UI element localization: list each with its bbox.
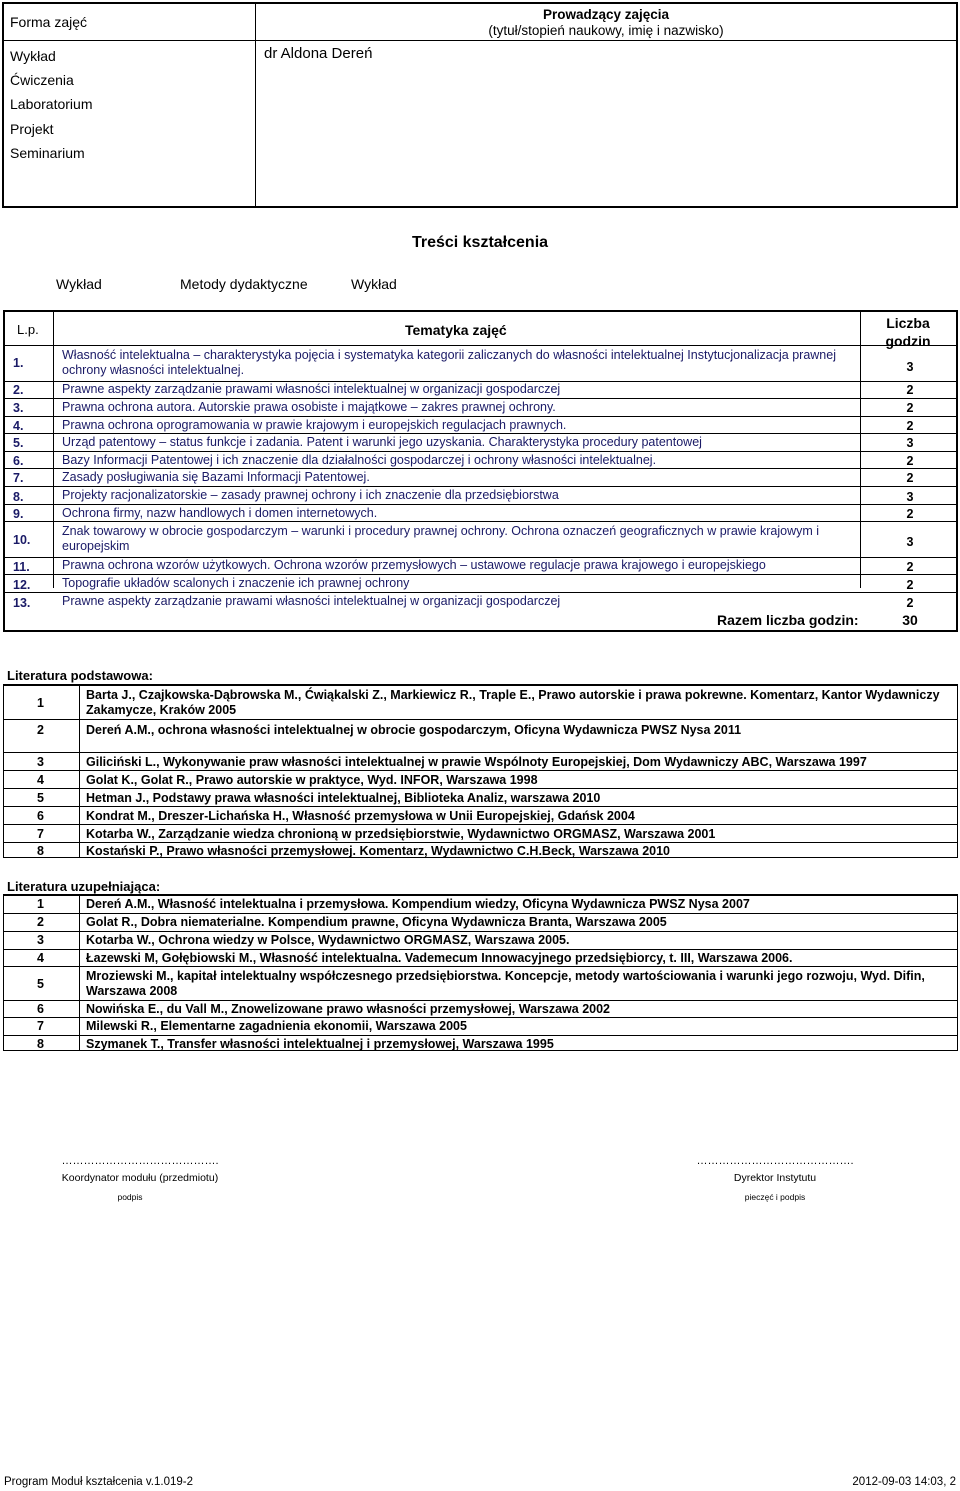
table-row (5, 593, 956, 611)
row-number: 8. (13, 490, 24, 504)
literature-text: Barta J., Czajkowska-Dąbrowska M., Ćwiąkalski Z., Markiewicz R., Traple E., Prawo autorskie i prawa pokrewne. Komentarz, Kantor Wydawniczy Zakamycze, Kraków 2005 (86, 688, 940, 717)
row-hours: 2 (906, 471, 914, 485)
literature-text: Kostański P., Prawo własności przemysłowej. Komentarz, Wydawnictwo C.H.Beck, Warszawa 2010 (86, 844, 671, 858)
row-topic: Własność intelektualna – charakterystyka pojęcia i systematyka kategorii zaliczanych do własności intelektualnej Instytucjonalizacja prawnej ochrony własności intelektualnej. (62, 348, 836, 377)
literature-text: Hetman J., Podstawy prawa własności intelektualnej, Biblioteka Analiz, warszawa 2010 (86, 791, 601, 805)
row-number: 5. (13, 436, 24, 450)
row-number: 9. (13, 507, 24, 521)
teacher-header (256, 7, 956, 39)
teacher-title: Prowadzący zajęcia (542, 7, 670, 22)
literature-row (4, 842, 957, 859)
literature-row (4, 788, 957, 806)
row-hours: 2 (906, 401, 914, 415)
row-hours: 2 (906, 560, 914, 574)
literature-number: 8 (37, 844, 44, 858)
methods-form: Wykład (56, 276, 102, 292)
row-number: 2. (13, 383, 24, 397)
coordinator-dots: ……………………………………. (61, 1155, 219, 1167)
header-row (5, 312, 956, 346)
row-hours: 2 (906, 578, 914, 592)
extra-literature-title: Literatura uzupełniająca: (7, 879, 161, 894)
row-number: 3. (13, 401, 24, 415)
table-row (5, 417, 956, 434)
section-title: Treści kształcenia (411, 234, 549, 251)
total-hours: 30 (902, 612, 918, 628)
literature-number: 2 (37, 723, 44, 737)
literature-number: 2 (37, 915, 44, 929)
teacher-subtitle: (tytuł/stopień naukowy, imię i nazwisko) (488, 23, 724, 38)
row-topic: Zasady posługiwania się Bazami Informacji Patentowej. (62, 470, 370, 484)
literature-text: Szymanek T., Transfer własności intelektualnej i przemysłowej, Warszawa 1995 (86, 1037, 554, 1051)
footer-timestamp: 2012-09-03 14:03, 2 (852, 1476, 956, 1488)
methods-value: Wykład (351, 276, 397, 292)
table-row (5, 469, 956, 487)
row-number: 11. (13, 560, 30, 574)
literature-number: 3 (37, 933, 44, 947)
literature-text: Giliciński L., Wykonywanie praw własności intelektualnej w prawie Wspólnoty Europejskiej, Dom Wydawniczy ABC, Warszawa 1997 (86, 755, 867, 769)
literature-text: Dereń A.M., Własność intelektualna i przemysłowa. Kompendium wiedzy, Oficyna Wydawnicza PWSZ Nysa 2007 (86, 897, 750, 911)
row-topic: Bazy Informacji Patentowej i ich znaczenie dla działalności gospodarczej i ochrony własności intelektualnej. (62, 453, 657, 467)
literature-text: Dereń A.M., ochrona własności intelektualnej w obrocie gospodarczym, Oficyna Wydawnicza PWSZ Nysa 2011 (86, 723, 742, 737)
table-row (5, 505, 956, 522)
literature-number: 1 (37, 696, 44, 710)
row-hours: 2 (906, 454, 914, 468)
literature-row (4, 1035, 957, 1052)
row-topic: Urząd patentowy – status funkcje i zadania. Patent i warunki jego uzyskania. Charakterystyka procedury patentowej (62, 435, 702, 449)
literature-row (4, 806, 957, 824)
row-number: 1. (13, 356, 24, 370)
literature-number: 4 (37, 773, 44, 787)
literature-row (4, 1000, 957, 1017)
literature-text: Kotarba W., Zarządzanie wiedza chronioną w przedsiębiorstwie, Wydawnictwo ORGMASZ, Warszawa 2001 (86, 827, 716, 841)
literature-text: Mroziewski M., kapitał intelektualny współczesnego przedsiębiorstwa. Koncepcje, metody wartościowania i warunki jego rozwoju, Wyd. Difin, Warszawa 2008 (86, 969, 925, 998)
row-hours: 3 (906, 490, 914, 504)
extra-literature-table (3, 894, 958, 1051)
row-number: 6. (13, 454, 24, 468)
row-hours: 3 (906, 360, 914, 374)
coordinator-role: Koordynator modułu (przedmiotu) (61, 1172, 219, 1184)
literature-text: Kotarba W., Ochrona wiedzy w Polsce, Wydawnictwo ORGMASZ, Warszawa 2005. (86, 933, 570, 947)
literature-row (4, 966, 957, 1000)
row-number: 12. (13, 578, 31, 592)
literature-text: Łazewski M, Gołębiowski M., Własność intelektualna. Vademecum Innowacyjnego przedsiębiorcy, t. III, Warszawa 2006. (86, 951, 793, 965)
literature-text: Nowińska E., du Vall M., Znowelizowane prawo własności przemysłowej, Warszawa 2002 (86, 1002, 611, 1016)
literature-row (4, 770, 957, 788)
row-number: 13. (13, 596, 31, 610)
methods-label: Metody dydaktyczne (180, 276, 308, 292)
literature-number: 5 (37, 977, 44, 991)
literature-row (4, 949, 957, 966)
table-row (5, 487, 956, 505)
literature-number: 1 (37, 897, 44, 911)
row-hours: 2 (906, 419, 914, 433)
row-topic: Prawna ochrona wzorów użytkowych. Ochrona wzorów przemysłowych – ustawowe regulacje prawa krajowego i europejskiego (62, 558, 766, 572)
table-row (5, 575, 956, 593)
col-topic-header: Tematyka zajęć (405, 322, 507, 338)
literature-number: 5 (37, 791, 44, 805)
literature-number: 8 (37, 1037, 44, 1051)
row-hours: 3 (906, 535, 914, 549)
footer-program: Program Moduł kształcenia v.1.019-2 (4, 1476, 193, 1488)
literature-number: 4 (37, 951, 44, 965)
literature-row (4, 752, 957, 770)
col-hours-line1: Liczba (886, 315, 930, 331)
director-dots: ……………………………………. (696, 1155, 854, 1167)
coordinator-note: podpis (117, 1192, 143, 1202)
literature-number: 7 (37, 1019, 44, 1033)
row-hours: 2 (906, 383, 914, 397)
literature-row (4, 931, 957, 949)
table-row (5, 382, 956, 399)
row-topic: Projekty racjonalizatorskie – zasady prawnej ochrony i ich znaczenie dla przedsiębiorstwa (62, 488, 559, 502)
table-row (5, 399, 956, 417)
literature-number: 7 (37, 827, 44, 841)
literature-text: Golat R., Dobra niematerialne. Kompendium prawne, Oficyna Wydawnicza Branta, Warszawa 2005 (86, 915, 667, 929)
row-topic: Topografie układów scalonych i znaczenie ich prawnej ochrony (62, 576, 410, 590)
row-hours: 3 (906, 436, 914, 450)
literature-number: 3 (37, 755, 44, 769)
literature-number: 6 (37, 1002, 44, 1016)
literature-text: Kondrat M., Dreszer-Lichańska H., Własność przemysłowa w Unii Europejskiej, Gdańsk 2004 (86, 809, 635, 823)
form-list (10, 44, 93, 165)
row-hours: 2 (906, 507, 914, 521)
literature-row (4, 824, 957, 842)
row-number: 7. (13, 471, 24, 485)
literature-row (4, 895, 957, 913)
col-hours-line2: godzin (885, 333, 931, 349)
col-lp-header: L.p. (17, 322, 39, 337)
row-topic: Znak towarowy w obrocie gospodarczym – warunki i procedury prawnej ochrony. Ochrona oznaczeń geograficznych w prawie krajowym i europejskim (62, 524, 820, 553)
table-row (5, 346, 956, 382)
form-item: Wykład (10, 48, 56, 64)
basic-literature-title: Literatura podstawowa: (7, 668, 153, 683)
literature-row (4, 685, 957, 719)
header-divider (4, 40, 956, 41)
table-row (5, 452, 956, 469)
form-item: Projekt (10, 120, 54, 137)
table-row (5, 434, 956, 452)
row-number: 10. (13, 533, 31, 547)
total-label: Razem liczba godzin: (717, 612, 859, 628)
basic-literature-table (3, 684, 958, 858)
row-topic: Prawne aspekty zarządzanie prawami własności intelektualnej w organizacji gospodarczej (62, 382, 561, 396)
literature-number: 6 (37, 809, 44, 823)
table-row (5, 558, 956, 575)
literature-row (4, 719, 957, 752)
director-role: Dyrektor Instytutu (733, 1172, 817, 1184)
literature-text: Milewski R., Elementarne zagadnienia ekonomii, Warszawa 2005 (86, 1019, 467, 1033)
row-number: 4. (13, 419, 24, 433)
row-topic: Prawne aspekty zarządzanie prawami własności intelektualnej w organizacji gospodarczej (62, 594, 561, 608)
director-note: pieczęć i podpis (744, 1192, 806, 1202)
row-topic: Prawna ochrona oprogramowania w prawie krajowym i europejskich regulacjach prawnych. (62, 418, 567, 432)
literature-row (4, 1017, 957, 1035)
table-row (5, 522, 956, 558)
form-title: Forma zajęć (10, 14, 88, 30)
row-hours: 2 (906, 596, 914, 610)
form-item: Ćwiczenia (10, 72, 74, 89)
row-topic: Ochrona firmy, nazw handlowych i domen internetowych. (62, 506, 378, 520)
topics-table (3, 310, 958, 632)
row-topic: Prawna ochrona autora. Autorskie prawa osobiste i majątkowe – zakres prawnej ochrony. (62, 400, 556, 414)
form-item: Laboratorium (10, 96, 93, 113)
course-form-table (2, 2, 958, 208)
form-item: Seminarium (10, 144, 85, 161)
teacher-name: dr Aldona Dereń (264, 45, 373, 62)
literature-row (4, 913, 957, 931)
literature-text: Golat K., Golat R., Prawo autorskie w praktyce, Wyd. INFOR, Warszawa 1998 (86, 773, 538, 787)
